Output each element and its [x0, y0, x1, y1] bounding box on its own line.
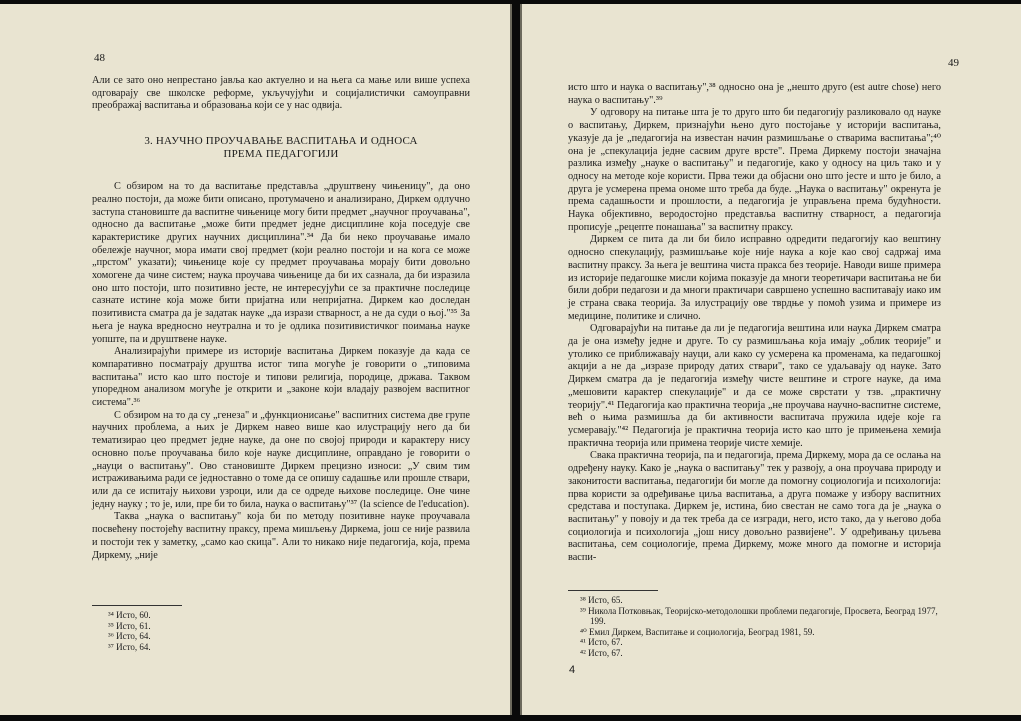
right-page: [520, 4, 1021, 715]
footnote: ³⁹ Никола Потковњак, Теоријско-методолошки проблеми педагогије, Просвета, Београд 1977, 199.: [580, 605, 938, 627]
paragraph: Одговарајући на питање да ли је педагогија вештина или наука Диркем сматра да је она између једне и друге. То су размишљања која имају „облик теорије" и утолико се приближавају науци, али како су усмерена ка променама, ка педагошкој акцији а не да „изразе природу датих ствари", тако се удаљавају од науке. Зато Диркем сматра да је педагогија између чисте вештине и строге науке, да има „мешовити карактер спекулације" и да се може сврстати у тзв. „практичну теорију".⁴¹ Педагогија као практична теорија „не проучава научно-васпитне системе, већ о њима размишља да би активности васпитача пружила идеје које га усмеравају."⁴² Педагогија је практична теорија исто као што је примењена хемија практична теорија или примена теорије чисте хемије.: [568, 323, 941, 449]
paragraph: исто што и наука о васпитању",³⁸ односно она је „нешто друго (est autre chose) него наука о васпитању".³⁹: [568, 82, 941, 106]
page-body: [568, 82, 941, 565]
footnote-rule: [92, 605, 182, 606]
page-number: 48: [94, 52, 105, 64]
footnote: ³⁸ Исто, 65.: [580, 595, 623, 605]
paragraph: С обзиром на то да су „генеза" и „функционисање" васпитних система две групе научних проблема, а њих је Диркем навео више као илустрацију него да би тематизирао цео предмет једне науке, да оне по својој природи и карактеру нису основно поље проучавања било које науке дисциплине, оправдано је говорити о „науци о васпитању". Ово становиште Диркем прецизно износи: „У свим тим истраживањима ради се једноставно о томе да се опишу садашње или прошле ствари, или да се испитају њихови узроци, или да се одреде њихове последице. Оне чине једну науку ; то је, или, пре би то била, наука о васпитању"³⁷ (la science de l'education).: [92, 409, 470, 510]
signature-mark: 4: [569, 664, 576, 676]
page-body: [92, 75, 470, 562]
footnotes: [92, 605, 292, 652]
left-page: [0, 4, 512, 715]
paragraph: Али се зато оно непрестано јавља као актуелно и на њега са мање или више успеха одговарају све школске реформе, укључујући и социјалистички самоуправни преображај васпитања и образовања који се у нас одвија.: [92, 75, 470, 112]
footnote: ³⁶ Исто, 64.: [108, 631, 151, 642]
heading-line: ПРЕМА ПЕДАГОГИЈИ: [223, 148, 339, 161]
section-heading: [92, 135, 470, 161]
paragraph: Диркем се пита да ли би било исправно одредити педагогију као вештину односно спекулацију, размишљање које није наука а које као свој садржај има васпитну праксу. За њега је вештина чиста пракса без теорије. Наводи више примера из историје педагошке мисли којима показује да многи теоретичари васпитања не би били добри педагози и да многи практичари савршено успешно васпитавају иако им је страна свака теорија. За илустрацију ове тврдње у помоћ узима и примере из медицине, политике и слично.: [568, 234, 941, 322]
paragraph: У одговору на питање шта је то друго што би педагогију разликовало од науке о васпитању, Диркем, признајући њено дуго постојање у историји васпитања, указује да је „педагогија на известан начин размишљање о стварима васпитања";⁴⁰ она је „спекулација једне сасвим друге врсте". Према Диркему постоји значајна разлика између „науке о васпитању" и педагогије, како у односу на циљ тако и у односу на методе које користи. Прва тежи да објасни оно што јесте и што је било, а друга је усмерена према ономе што треба да буде. „Наука о васпитању" окренута је према садашњости и прошлости, а педагогија је управљена према будућности. Наука објективно, верoдостојно представља васпитну стварност, а педагогија прописује „рецепте понашања" за васпитну праксу.: [568, 107, 941, 233]
page-number: 49: [948, 57, 959, 69]
footnote: ⁴¹ Исто, 67.: [580, 637, 623, 648]
footnote-rule: [568, 590, 658, 591]
heading-line: 3. НАУЧНО ПРОУЧАВАЊЕ ВАСПИТАЊА И ОДНОСА: [144, 135, 418, 148]
footnote: ³⁵ Исто, 61.: [108, 620, 151, 631]
paragraph: Свака практична теорија, па и педагогија, према Диркему, мора да се ослања на одређену науку. Како је „наука о васпитању" тек у развоју, а она проучава природу и законитости васпитања, педагогији би могле да помогну социологија и психологија: прва користи за одређивање циља васпитања, а друга помаже у избору васпитних средстава и поступака. Диркем је, истина, био свестан не само тога да је „наука о васпитању" у повоју и да тек треба да се изгради, него, исто тако, да у његово доба социологија и психологија „још нису довољно развијене". У одређивању циљева васпитања, сем социологије, према Диркему, може много да помогне и историја васпи-: [568, 450, 941, 564]
footnote: ³⁴ Исто, 60.: [108, 610, 151, 620]
book-gutter: [512, 0, 520, 721]
paragraph: С обзиром на то да васпитање представља „друштвену чињеницу", да оно реално постоји, да може бити описано, протумачено и анализирано, Диркем одлучно заступа становиште да васпитне чињенице могу бити предмет „научног проучавања", односно да васпитање „може бити предмет једне дисциплине која поседује све карактеристике других научних дисциплина".³⁴ Да би неко проучавање имало обележје научног, мора имати свој предмет (који реално постоји и на кога се може „прстом" указати); чињенице које су предмет проучавања морају бити довољно хомогене да чине систем; наука проучава чињенице да би их сазнала, да би изразила оно што постоји, што позитивно јесте, не интересујући се за практичне последице сазнате истине која може бити пријатна или непријатна. Диркем као доследан позитивиста сматра да је задатак науке „да изрази стварност, а не да суди о њој."³⁵ За њега је наука вредносно неутрална и то је одлика позитивистичког поимања науке уопште, па и друштвене науке.: [92, 181, 470, 345]
footnote: ⁴⁰ Емил Диркем, Васпитање и социологија, Београд 1981, 59.: [580, 626, 815, 637]
footnotes: [568, 590, 941, 659]
paragraph: Таква „наука о васпитању" која би по методу позитивне науке проучавала посвећену постојећу васпитну праксу, према мишљењу Диркема, још се није развила и постоји тек у заметку, „само као скица". Али то никако није педагогија, која, према Диркему, „није: [92, 511, 470, 561]
footnote: ⁴² Исто, 67.: [580, 647, 623, 658]
paragraph: Анализирајући примере из историје васпитања Диркем показује да када се компаративно посматрају друштва истог типа могуће је говорити о „типовима васпитања" исто као што постоје и типови религија, породице, држава. Таквом упоредном анализом могуће је открити и „законе који владају развојем васпитног система".³⁶: [92, 346, 470, 409]
footnote: ³⁷ Исто, 64.: [108, 641, 151, 652]
